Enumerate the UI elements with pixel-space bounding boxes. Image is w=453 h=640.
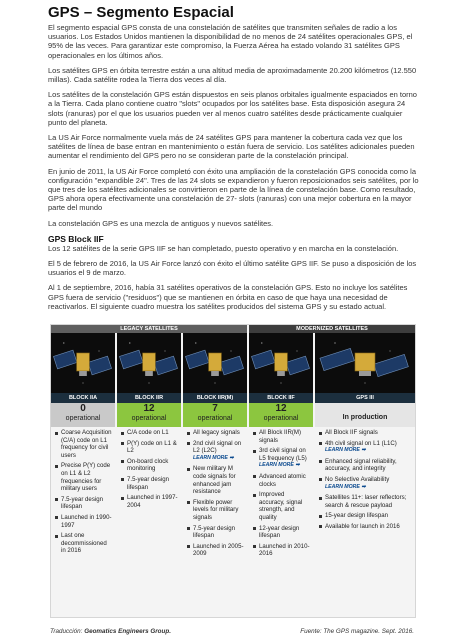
list-item	[127, 440, 179, 455]
list-item	[193, 429, 245, 437]
feature-text: 7.5-year design lifespan	[61, 495, 104, 511]
translation-value: Geomatics Engineers Group.	[84, 628, 171, 635]
list-item	[325, 494, 413, 509]
section-paragraph-3: Al 1 de septiembre, 2016, había 31 satélites operativos de la constelación GPS. Esto no incluye los satélites GPS fuera de servicio ("residuos") que se mantienen en órbita en caso de que haya una necesidad de reactivarlos. El siguiente cuadro muestra los satélites producidos del sistema GPS y su estado actual.	[48, 283, 408, 311]
feature-text: New military M code signals for enhanced jam resistance	[193, 465, 236, 496]
list-item	[325, 440, 413, 455]
block-label: GPS III	[315, 393, 415, 403]
feature-text: On-board clock monitoring	[127, 457, 169, 473]
page-title: GPS – Segmento Espacial	[48, 4, 234, 21]
feature-text: Satellites 11+: laser reflectors; search & rescue payload	[325, 494, 407, 509]
list-item	[193, 465, 245, 495]
list-item	[61, 514, 113, 529]
feature-text: No Selective Availability	[325, 475, 390, 483]
satellite-image	[183, 333, 247, 393]
feature-text: Available for launch in 2016	[325, 522, 400, 530]
list-item	[325, 523, 413, 531]
list-item	[325, 512, 413, 520]
feature-list	[315, 429, 415, 534]
paragraph-2: Los satélites GPS en órbita terrestre están a una altitud media de aproximadamente 20.200 kilómetros (12.550 millas). Cada satélite rodea la Tierra dos veces al día.	[48, 65, 417, 85]
list-item	[259, 525, 311, 540]
satellite-image	[315, 333, 415, 393]
list-item	[61, 532, 113, 555]
feature-text: 4th civil signal on L1 (L1C)	[325, 439, 397, 447]
satellite-column	[51, 333, 115, 617]
intro-text	[48, 23, 420, 228]
list-item	[193, 543, 245, 558]
status-badge	[315, 403, 415, 427]
feature-list	[117, 429, 181, 512]
feature-text: 15-year design lifespan	[325, 512, 389, 520]
feature-text: 2nd civil signal on L2 (L2C)	[193, 439, 242, 455]
feature-text: Flexible power levels for military signals	[193, 498, 239, 521]
paragraph-5: En junio de 2011, la US Air Force completó con éxito una ampliación de la constelación GPS conocida como la configuración "expandible 24". Tres de las 24 slots se expandieron y fueron reposicionados seis satélites, por lo que tres de los satélites adicionales se convirtieron en parte de la línea de constelación base. Como resultado, GPS ahora opera efectivamente una constelación de 27- slots (ranuras) con una mejor cobertura en la mayor parte del mundo	[48, 166, 419, 213]
list-item	[259, 447, 311, 470]
list-item	[127, 458, 179, 473]
paragraph-6: La constelación GPS es una mezcla de antiguos y nuevos satélites.	[48, 218, 274, 228]
feature-text: 12-year design lifespan	[259, 524, 300, 540]
feature-text: Launched in 1997-2004	[127, 494, 178, 509]
feature-text: 7.5-year design lifespan	[127, 475, 170, 491]
paragraph-3: Los satélites de la constelación GPS están dispuestos en seis planos orbitales igualmente espaciados en torno a la Tierra. Cada plano contiene cuatro "slots" ocupados por los satélites base. Esta disposición asegura 24 slots (ranuras) por el que los usuarios pueden ver al menos cuatro satélites desde prácticamente cualquier punto del planeta.	[48, 90, 417, 127]
status-text: operational	[131, 415, 167, 422]
section-title: GPS Block IIF	[48, 233, 104, 244]
status-badge	[249, 403, 313, 427]
list-item	[193, 525, 245, 540]
satellite-column	[315, 333, 415, 617]
translation-label: Traducción:	[50, 628, 83, 635]
learn-more-link[interactable]: LEARN MORE ➡	[193, 455, 245, 463]
operational-count: 12	[143, 403, 155, 414]
operational-count: 0	[80, 403, 86, 414]
list-item	[325, 429, 413, 437]
feature-text: All Block IIF signals	[325, 429, 378, 436]
block-label: BLOCK IIF	[249, 393, 313, 403]
feature-text: Launched in 1990-1997	[61, 513, 112, 529]
list-item	[61, 496, 113, 511]
block-label: BLOCK IIR	[117, 393, 181, 403]
operational-count: 7	[212, 403, 218, 414]
feature-text: C/A code on L1	[127, 429, 169, 436]
satellite-image	[249, 333, 313, 393]
list-item	[259, 429, 311, 444]
list-item	[325, 458, 413, 473]
feature-text: 3rd civil signal on L5 frequency (L5)	[259, 447, 307, 462]
status-text: operational	[197, 415, 233, 422]
source-label: Fuente:	[300, 628, 322, 635]
feature-text: All Block IIR(M) signals	[259, 429, 301, 444]
list-item	[127, 476, 179, 491]
list-item	[127, 429, 179, 437]
list-item	[259, 473, 311, 488]
feature-list	[183, 429, 247, 561]
feature-text: 7.5-year design lifespan	[193, 524, 236, 540]
feature-text: Last one decommissioned in 2016	[61, 532, 107, 555]
source-value: The GPS magazine. Sept. 2016.	[323, 628, 414, 635]
block-label: BLOCK IIR(M)	[183, 393, 247, 403]
source-credit	[300, 628, 414, 635]
legacy-satellites-header: LEGACY SATELLITES	[51, 325, 247, 333]
feature-list	[51, 429, 115, 558]
status-badge	[183, 403, 247, 427]
feature-text: P(Y) code on L1 & L2	[127, 439, 177, 455]
feature-text: Enhanced signal reliability, accuracy, and integrity	[325, 457, 397, 473]
status-text: operational	[65, 415, 101, 422]
list-item	[61, 429, 113, 459]
feature-text: Launched in 2010-2016	[259, 542, 310, 558]
list-item	[127, 494, 179, 509]
modernized-satellites-header: MODERNIZED SATELLITES	[249, 325, 415, 333]
feature-text: Launched in 2005-2009	[193, 542, 244, 558]
list-item	[193, 499, 245, 522]
list-item	[193, 440, 245, 463]
satellite-column	[117, 333, 181, 617]
paragraph-4: La US Air Force normalmente vuela más de 24 satélites GPS para mantener la cobertura cada vez que los satélites de línea de base entran en mantenimiento o están fuera de servicio. Los satélites adicionales pueden aumentar el rendimiento del GPS pero no se consideran parte de la constelación principal.	[48, 133, 415, 161]
list-item	[61, 462, 113, 492]
list-item	[325, 476, 413, 491]
section-paragraph-2: El 5 de febrero de 2016, la US Air Force lanzó con éxito el último satélite GPS IIF. Se puso a disposición de los usuarios el 9 de marzo.	[48, 259, 417, 278]
satellite-column	[249, 333, 313, 617]
list-item	[259, 543, 311, 558]
operational-count: 12	[275, 403, 287, 414]
status-text: In production	[342, 414, 388, 421]
list-item	[259, 491, 311, 521]
status-text: operational	[263, 415, 299, 422]
feature-text: All legacy signals	[193, 429, 240, 436]
status-badge	[51, 403, 115, 427]
block-label: BLOCK IIA	[51, 393, 115, 403]
learn-more-link[interactable]: LEARN MORE ➡	[325, 447, 413, 455]
satellite-infographic	[50, 324, 416, 618]
satellite-image	[117, 333, 181, 393]
feature-text: Advanced atomic clocks	[259, 472, 306, 488]
status-badge	[117, 403, 181, 427]
satellite-image	[51, 333, 115, 393]
paragraph-1: El segmento espacial GPS consta de una constelación de satélites que transmiten señales de radio a los usuarios. Los Estados Unidos mantienen la disponibilidad de no menos de 24 satélites operacionales GPS, el 95% de las veces. Para garantizar este compromiso, la Fuerza Aérea ha estado volando 31 satélites GPS operacionales en los últimos años.	[48, 23, 413, 60]
feature-list	[249, 429, 313, 561]
feature-text: Precise P(Y) code on L1 & L2 frequencies for military users	[61, 462, 111, 493]
translation-credit	[50, 628, 171, 635]
section-paragraph-1: Los 12 satélites de la serie GPS IIF se han completado, puesto operativo y en marcha en la constelación.	[48, 243, 399, 253]
satellite-column	[183, 333, 247, 617]
feature-text: Improved accuracy, signal strength, and quality	[259, 491, 303, 521]
learn-more-link[interactable]: LEARN MORE ➡	[259, 462, 311, 470]
document-page	[48, 0, 420, 317]
learn-more-link[interactable]: LEARN MORE ➡	[325, 484, 413, 492]
feature-text: Coarse Acquisition (C/A) code on L1 frequency for civil users	[61, 429, 112, 459]
